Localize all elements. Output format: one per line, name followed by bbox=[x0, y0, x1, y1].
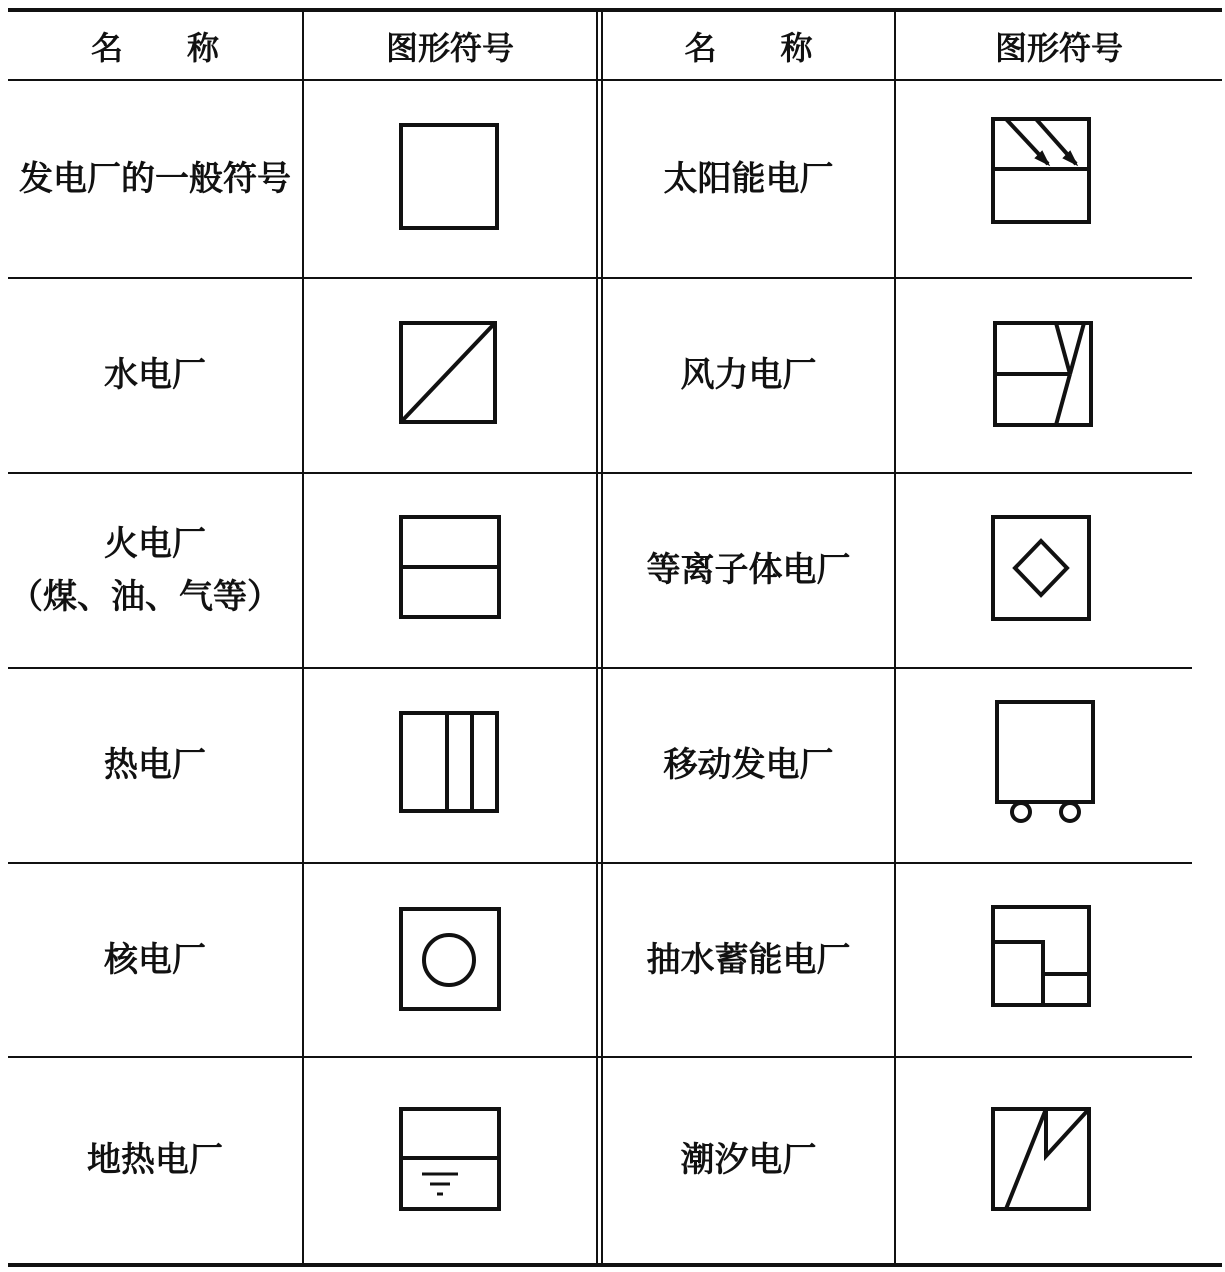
header-name-right: 名 称 bbox=[684, 28, 813, 67]
hydro-power-plant-symbol-icon bbox=[396, 318, 506, 428]
tidal-power-plant-symbol-icon bbox=[988, 1104, 1098, 1214]
wind-power-plant-symbol-icon bbox=[990, 318, 1100, 433]
nuclear-power-plant-symbol-icon bbox=[396, 904, 506, 1014]
mobile-power-plant-symbol-icon bbox=[992, 697, 1102, 832]
name-solar-power-plant: 太阳能电厂 bbox=[663, 158, 834, 199]
name-line-1: 火电厂 bbox=[104, 523, 206, 564]
solar-power-plant-symbol-icon bbox=[988, 114, 1098, 229]
thermal-power-plant-symbol-icon bbox=[396, 512, 506, 622]
name-line-2: （煤、油、气等） bbox=[9, 576, 281, 617]
name-thermal-power-plant bbox=[8, 474, 302, 667]
name-mobile-power-plant: 移动发电厂 bbox=[663, 745, 834, 786]
header-symbol-left: 图形符号 bbox=[385, 28, 514, 67]
name-plasma-power-plant: 等离子体电厂 bbox=[646, 550, 851, 591]
name-heat-power-plant: 热电厂 bbox=[104, 745, 206, 786]
name-pumped-storage-power-plant: 抽水蓄能电厂 bbox=[646, 939, 851, 980]
center-double-rule bbox=[596, 12, 598, 1263]
pumped-storage-power-plant-symbol-icon bbox=[988, 902, 1098, 1012]
geothermal-power-plant-symbol-icon bbox=[396, 1104, 506, 1214]
general-power-plant-symbol-icon bbox=[396, 120, 506, 235]
name-general-power-plant: 发电厂的一般符号 bbox=[19, 158, 291, 199]
name-wind-power-plant: 风力电厂 bbox=[680, 355, 817, 396]
heat-power-plant-symbol-icon bbox=[396, 708, 506, 818]
name-tidal-power-plant: 潮汐电厂 bbox=[680, 1140, 817, 1181]
name-hydro-power-plant: 水电厂 bbox=[104, 355, 206, 396]
plasma-power-plant-symbol-icon bbox=[988, 512, 1098, 627]
name-geothermal-power-plant: 地热电厂 bbox=[87, 1140, 223, 1181]
column-divider bbox=[302, 12, 304, 1263]
column-divider bbox=[894, 12, 896, 1263]
table-bottom-rule bbox=[8, 1263, 1222, 1267]
header-name-left: 名 称 bbox=[90, 28, 220, 67]
header-symbol-right: 图形符号 bbox=[994, 28, 1123, 67]
name-nuclear-power-plant: 核电厂 bbox=[104, 939, 206, 980]
